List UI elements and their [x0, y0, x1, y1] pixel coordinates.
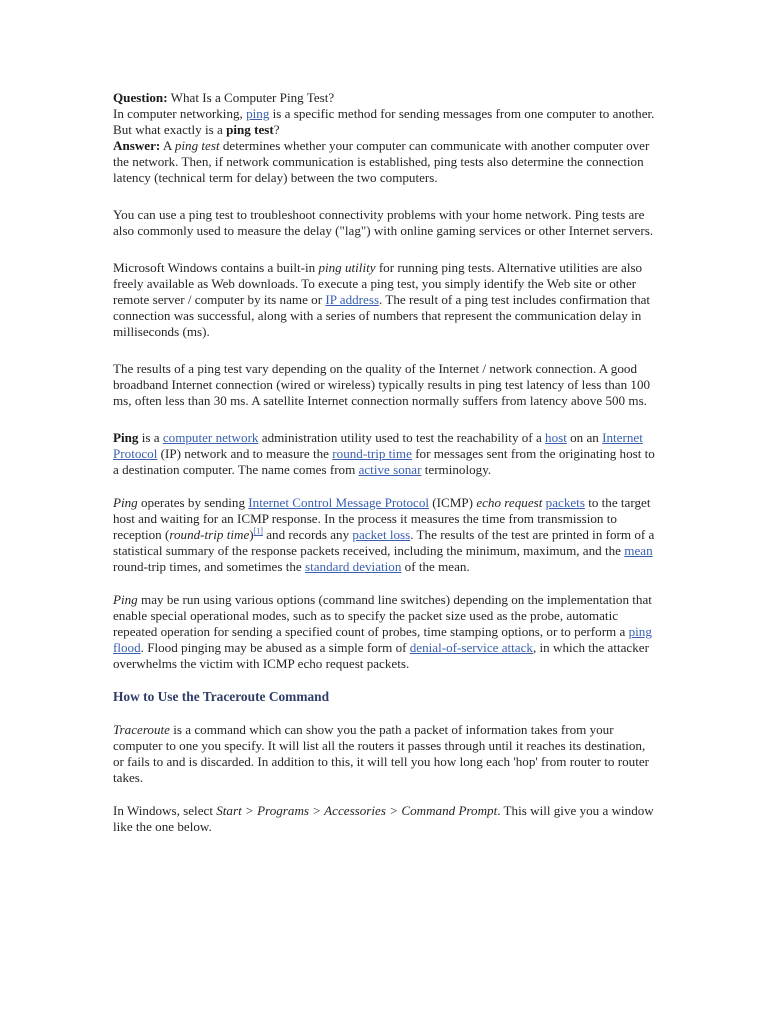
- ping-italic: Ping: [113, 592, 138, 607]
- ping-test-bold: ping test: [226, 122, 274, 137]
- link-round-trip-time[interactable]: round-trip time: [332, 446, 412, 461]
- results-paragraph: The results of a ping test vary depending on the quality of the Internet / network connection. A good broadband Internet connection (wired or wireless) typically results in ping test latency of less than 100 ms, often less than 30 ms. A satellite Internet connection normally suffers from latency above 500 ms.: [113, 361, 651, 408]
- answer-italic: ping test: [174, 138, 220, 153]
- round-trip-time-italic: round-trip time: [169, 527, 250, 542]
- menu-path-italic: Start > Programs > Accessories > Command Prompt: [216, 803, 498, 818]
- ping-operates-paragraph: [113, 495, 658, 575]
- ping-italic: Ping: [113, 495, 138, 510]
- link-host[interactable]: host: [545, 430, 567, 445]
- paragraph-text: (ICMP): [429, 495, 477, 510]
- paragraph-text: is a command which can show you the path a packet of information takes from your computer to one you specify. It will list all the routers it passes through until it reaches its destination, or fails to and is discarded. In addition to this, it will tell you how long each 'hop' from router to router takes.: [113, 722, 649, 785]
- link-ping-flood[interactable]: ping flood: [113, 624, 652, 655]
- link-packet-loss[interactable]: packet loss: [352, 527, 411, 542]
- answer-text: A: [160, 138, 175, 153]
- link-internet-protocol[interactable]: Internet Protocol: [113, 430, 643, 461]
- troubleshoot-paragraph: You can use a ping test to troubleshoot connectivity problems with your home network. Ping tests are also commonly used to measure the delay ("lag") with online gaming services or other Internet servers.: [113, 207, 654, 238]
- paragraph-text: for running ping tests. Alternative utilities are also freely available as Web downloads. To execute a ping test, you simply identify the Web site or other remote server / computer by its name or: [113, 260, 643, 307]
- paragraph-text: , in which the attacker overwhelms the victim with ICMP echo request packets.: [113, 640, 649, 671]
- question-text: What Is a Computer Ping Test?: [167, 90, 335, 105]
- paragraph-text: for messages sent from the originating host to a destination computer. The name comes from: [113, 446, 655, 477]
- intro-text: is a specific method for sending messages from one computer to another. But what exactly is a: [113, 106, 655, 137]
- paragraph-text: to the target host and waiting for an ICMP response. In the process it measures the time from transmission to reception (: [113, 495, 651, 542]
- windows-ping-paragraph: [113, 260, 658, 340]
- link-footnote-1[interactable]: [1]: [253, 526, 263, 536]
- paragraph-text: Microsoft Windows contains a built-in: [113, 260, 319, 275]
- link-standard-deviation[interactable]: standard deviation: [305, 559, 402, 574]
- footnote-ref: [254, 527, 263, 536]
- answer-label: Answer:: [113, 138, 161, 153]
- intro-text: ?: [273, 122, 280, 137]
- link-computer-network[interactable]: computer network: [162, 430, 259, 445]
- paragraph-text: In Windows, select: [113, 803, 217, 818]
- link-ping[interactable]: ping: [246, 106, 270, 121]
- link-denial-of-service[interactable]: denial-of-service attack: [409, 640, 533, 655]
- paragraph-text: is a: [138, 430, 163, 445]
- paragraph-text: may be run using various options (command line switches) depending on the implementation that enable special operational modes, such as to specify the packet size used as the probe, automatic repeated operation for sending a specified count of probes, time stamping options, or to perform a: [113, 592, 652, 639]
- intro-text: In computer networking,: [113, 106, 247, 121]
- document-page: [113, 90, 658, 835]
- windows-select-paragraph: [113, 803, 658, 835]
- paragraph-text: (IP) network and to measure the: [157, 446, 333, 461]
- paragraph-text: . The results of the test are printed in form of a statistical summary of the response packets received, including the minimum, maximum, and the: [113, 527, 655, 558]
- link-mean[interactable]: mean: [624, 543, 653, 558]
- paragraph-text: ): [249, 527, 254, 542]
- paragraph-text: . Flood pinging may be abused as a simple form of: [140, 640, 410, 655]
- traceroute-italic: Traceroute: [113, 722, 170, 737]
- paragraph-text: administration utility used to test the reachability of a: [258, 430, 546, 445]
- paragraph-text: round-trip times, and sometimes the: [113, 559, 306, 574]
- paragraph-text: operates by sending: [137, 495, 249, 510]
- paragraph-text: . The result of a ping test includes confirmation that connection was successful, along with a series of numbers that represent the communication delay in milliseconds (ms).: [113, 292, 651, 339]
- paragraph-text: of the mean.: [401, 559, 470, 574]
- question-label: Question:: [113, 90, 168, 105]
- ping-bold: Ping: [113, 430, 139, 445]
- paragraph-text: on an: [566, 430, 603, 445]
- traceroute-heading: How to Use the Traceroute Command: [113, 689, 330, 704]
- link-packets[interactable]: packets: [545, 495, 585, 510]
- echo-request-italic: echo request: [476, 495, 543, 510]
- paragraph-text: and records any: [262, 527, 353, 542]
- ping-utility-italic: ping utility: [318, 260, 376, 275]
- paragraph-text: . This will give you a window like the one below.: [113, 803, 654, 834]
- ping-options-paragraph: [113, 592, 658, 672]
- paragraph-text: terminology.: [421, 462, 492, 477]
- link-ip-address[interactable]: IP address: [325, 292, 380, 307]
- traceroute-paragraph: [113, 722, 658, 786]
- link-icmp[interactable]: Internet Control Message Protocol: [248, 495, 430, 510]
- ping-definition-paragraph: [113, 430, 658, 478]
- answer-text: determines whether your computer can communicate with another computer over the network. Then, if network communication is established, ping tests also determine the connection latency (technical term for delay) between the two computers.: [113, 138, 650, 185]
- link-active-sonar[interactable]: active sonar: [358, 462, 422, 477]
- intro-paragraph: [113, 90, 658, 186]
